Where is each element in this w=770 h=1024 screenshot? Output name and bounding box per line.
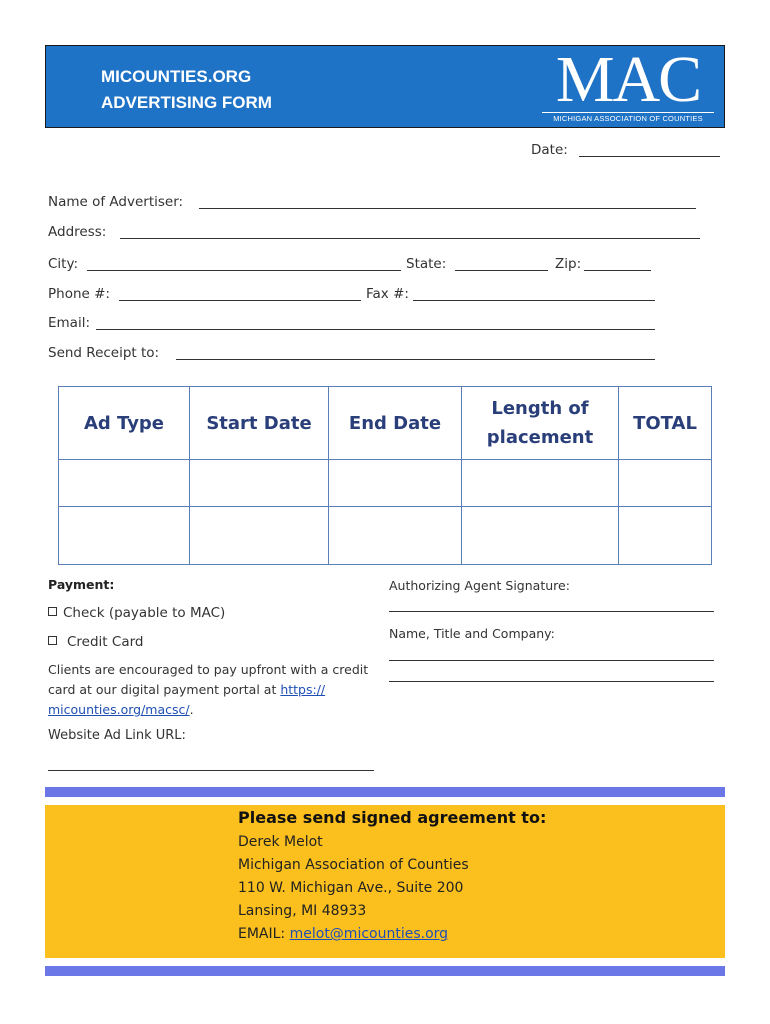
payment-note	[48, 660, 370, 720]
table-cell[interactable]	[462, 507, 619, 565]
website-field[interactable]	[48, 770, 374, 771]
table-cell[interactable]	[59, 507, 190, 565]
divider-stripe-top	[45, 787, 725, 797]
email-label: Email:	[48, 315, 91, 331]
table-cell[interactable]	[59, 460, 190, 507]
city-label: City:	[48, 256, 79, 272]
card-checkbox[interactable]	[48, 636, 57, 645]
col-start-date: Start Date	[190, 387, 329, 460]
check-checkbox[interactable]	[48, 607, 57, 616]
table-row	[59, 460, 712, 507]
divider-stripe-bottom	[45, 966, 725, 976]
table-cell[interactable]	[190, 507, 329, 565]
send-email-link[interactable]: melot@micounties.org	[289, 926, 449, 942]
send-title: Please send signed agreement to:	[238, 808, 547, 827]
fax-field[interactable]	[413, 300, 655, 301]
send-city: Lansing, MI 48933	[238, 903, 367, 919]
table-cell[interactable]	[190, 460, 329, 507]
card-label: Credit Card	[67, 634, 144, 650]
col-ad-type: Ad Type	[59, 387, 190, 460]
table-cell[interactable]	[619, 460, 712, 507]
signature-label: Authorizing Agent Signature:	[389, 578, 570, 593]
send-email-line	[238, 926, 448, 942]
payment-option-card[interactable]	[48, 634, 143, 650]
header-banner	[45, 45, 725, 128]
col-length: Length of placement	[462, 387, 619, 460]
email-field[interactable]	[96, 329, 655, 330]
title-line-1: MICOUNTIES.ORG	[101, 67, 252, 86]
ad-table	[58, 386, 712, 565]
state-label: State:	[406, 256, 447, 272]
table-row	[59, 507, 712, 565]
date-field[interactable]	[579, 156, 720, 157]
advertiser-label: Name of Advertiser:	[48, 194, 184, 210]
check-label: Check (payable to MAC)	[63, 605, 226, 621]
name-title-field-2[interactable]	[389, 681, 714, 682]
zip-field[interactable]	[584, 270, 651, 271]
website-label: Website Ad Link URL:	[48, 728, 186, 743]
table-cell[interactable]	[329, 460, 462, 507]
payment-portal-link[interactable]: https:// micounties.org/macsc/	[48, 682, 326, 717]
phone-label: Phone #:	[48, 286, 110, 302]
table-cell[interactable]	[619, 507, 712, 565]
payment-option-check[interactable]	[48, 605, 225, 621]
logo-letters: MAC	[555, 43, 701, 116]
fax-label: Fax #:	[366, 286, 409, 302]
send-street: 110 W. Michigan Ave., Suite 200	[238, 880, 464, 896]
send-org: Michigan Association of Counties	[238, 857, 469, 873]
mac-logo	[540, 43, 716, 124]
payment-note-suffix: .	[189, 702, 194, 717]
title-line-2: ADVERTISING FORM	[101, 93, 272, 112]
table-header-row	[59, 387, 712, 460]
table-cell[interactable]	[462, 460, 619, 507]
logo-subtitle: MICHIGAN ASSOCIATION OF COUNTIES	[542, 112, 714, 123]
date-label: Date:	[531, 142, 568, 158]
zip-label: Zip:	[555, 256, 582, 272]
send-name: Derek Melot	[238, 834, 323, 850]
form-title	[101, 64, 272, 116]
phone-field[interactable]	[119, 300, 361, 301]
payment-title: Payment:	[48, 577, 115, 592]
address-label: Address:	[48, 224, 107, 240]
payment-note-text: Clients are encouraged to pay upfront with a credit card at our digital payment portal at	[48, 662, 369, 697]
col-end-date: End Date	[329, 387, 462, 460]
advertiser-field[interactable]	[199, 208, 696, 209]
col-total: TOTAL	[619, 387, 712, 460]
city-field[interactable]	[87, 270, 401, 271]
receipt-label: Send Receipt to:	[48, 345, 160, 361]
table-cell[interactable]	[329, 507, 462, 565]
state-field[interactable]	[455, 270, 548, 271]
signature-field[interactable]	[389, 611, 714, 612]
address-field[interactable]	[120, 238, 700, 239]
receipt-field[interactable]	[176, 359, 655, 360]
name-title-label: Name, Title and Company:	[389, 626, 555, 641]
name-title-field-1[interactable]	[389, 660, 714, 661]
send-email-label: EMAIL:	[238, 926, 290, 942]
